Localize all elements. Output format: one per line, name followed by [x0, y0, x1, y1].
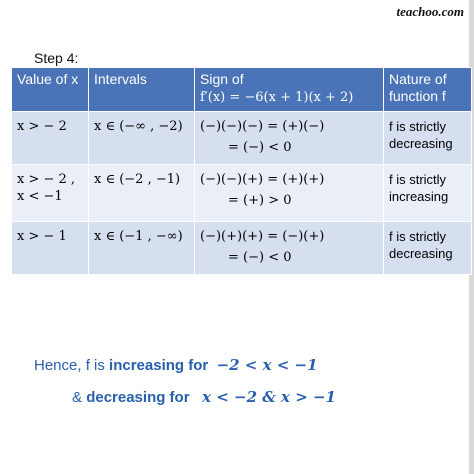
cell-interval: x ∈ (−2 , −1) — [89, 165, 195, 222]
table-row — [12, 222, 472, 275]
header-value: Value of x — [12, 68, 89, 112]
cell-nature: f is strictly decreasing — [384, 112, 472, 165]
sign-table — [11, 67, 472, 275]
cell-interval: x ∈ (−∞ , −2) — [89, 112, 195, 165]
cell-interval: x ∈ (−1 , −∞) — [89, 222, 195, 275]
conclusion-decreasing: & decreasing for x < −2 & x > −1 — [72, 388, 336, 406]
table-row — [12, 165, 472, 222]
cell-nature: f is strictly decreasing — [384, 222, 472, 275]
step-label: Step 4: — [34, 50, 79, 66]
cell-value: x > − 2 — [12, 112, 89, 165]
conclusion-increasing: Hence, f is increasing for −2 < x < −1 — [34, 356, 318, 374]
cell-value: x > − 2 , x < −1 — [12, 165, 89, 222]
teachoo-watermark: teachoo.com — [396, 4, 464, 19]
cell-nature: f is strictly increasing — [384, 165, 472, 222]
header-nature: Nature of function f — [384, 68, 472, 112]
cell-sign: (−)(−)(+) = (+)(+) = (+) > 0 — [195, 165, 384, 222]
header-sign: Sign of f′(x) = −6(x + 1)(x + 2) — [195, 68, 384, 112]
cell-value: x > − 1 — [12, 222, 89, 275]
header-intervals: Intervals — [89, 68, 195, 112]
cell-sign: (−)(+)(+) = (−)(+) = (−) < 0 — [195, 222, 384, 275]
table-header-row — [12, 68, 472, 112]
cell-sign: (−)(−)(−) = (+)(−) = (−) < 0 — [195, 112, 384, 165]
table-row — [12, 112, 472, 165]
